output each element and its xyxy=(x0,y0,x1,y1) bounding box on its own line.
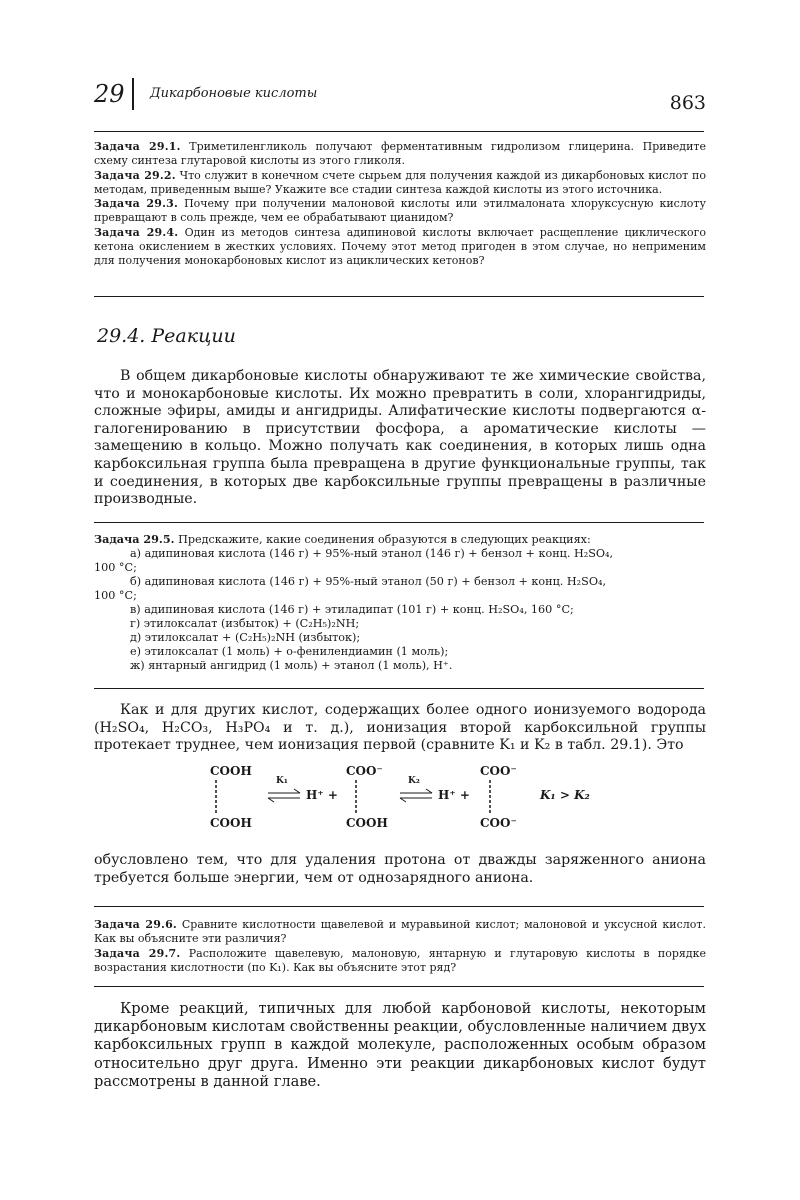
intro-paragraph: В общем дикарбоновые кислоты обнаруживают те же химические свойства, что и монокарбоновые кислоты. Их можно превратить в соли, хлорангидриды, сложные эфиры, амиды и ангидриды. Алифатические кислоты подвергаются α-галогенированию в присутствии фосфора, а ароматические кислоты — замещению в кольцо. Можно получать как соединения, в которых лишь одна карбоксильная группа была превращена в другие функциональные группы, так и соединения, в которых две карбоксильные группы превращены в различные производные. xyxy=(94,368,706,508)
rule xyxy=(94,131,704,132)
task-29-5: Задача 29.5. Предскажите, какие соединения образуются в следующих реакциях: а) адипиновая кислота (146 г) + 95%-ный этанол (146 г) + бензол + конц. H₂SO₄, 100 °С; б) адипиновая кислота (146 г) + 95%-ный этанол (50 г) + бензол + конц. H₂SO₄, 100 °С; в) адипиновая кислота (146 г) + этиладипат (101 г) + конц. H₂SO₄, 160 °С; г) этилоксалат (избыток) + (C₂H₅)₂NH; д) этилоксалат + (C₂H₅)₂NH (избыток); е) этилоксалат (1 моль) + о-фенилендиамин (1 моль); ж) янтарный ангидрид (1 моль) + этанол (1 моль), H⁺. xyxy=(94,532,614,672)
task-29-6: Задача 29.6. Сравните кислотности щавелевой и муравьиной кислот; малоновой и уксусной кислот. Как вы объясните эти различия? xyxy=(94,918,706,946)
task-29-2: Задача 29.2. Что служит в конечном счете сырьем для получения каждой из дикарбоновых кислот по методам, приведенным выше? Укажите все стадии синтеза каждой кислоты из этого источника. xyxy=(94,168,706,196)
rule xyxy=(94,906,704,907)
task-29-1: Задача 29.1. Триметиленгликоль получают ферментативным гидролизом глицерина. Приведите схему синтеза глутаровой кислоты из этого гликоля. xyxy=(94,140,707,168)
rule xyxy=(94,522,704,523)
chapter-number: 29 xyxy=(94,80,125,108)
page-number: 863 xyxy=(669,92,706,114)
page-header xyxy=(94,80,706,120)
ionization-equation: COOH COOH K₁ H⁺ + COO⁻ COOH K₂ H⁺ + COO⁻ COO⁻ K₁ > K₂ xyxy=(200,762,600,832)
task-29-4: Задача 29.4. Один из методов синтеза адипиновой кислоты включает расщепление циклического кетона окислением в жестких условиях. Почему этот метод пригоден в этом случае, но неприменим для получения монокарбоновых кислот из ациклических кетонов? xyxy=(94,225,706,268)
task-29-3: Задача 29.3. Почему при получении малоновой кислоты или этилмалоната хлоруксусную кислоту превращают в соль прежде, чем ее обрабатывают цианидом? xyxy=(94,197,706,225)
header-divider xyxy=(132,78,134,110)
rule xyxy=(94,688,704,689)
tasks-top-block xyxy=(94,140,706,269)
chapter-title: Дикарбоновые кислоты xyxy=(150,86,318,101)
section-title: 29.4. Реакции xyxy=(97,325,236,347)
rule xyxy=(94,986,704,987)
ionization-paragraph: Как и для других кислот, содержащих более одного ионизуемого водорода (H₂SO₄, H₂CO₃, H₃PO₄ и т. д.), ионизация второй карбоксильной группы протекает труднее, чем ионизация первой (сравните K₁ и K₂ в табл. 29.1). Это xyxy=(94,702,706,754)
tasks-bottom-block xyxy=(94,918,706,975)
rule xyxy=(94,296,704,297)
anion-paragraph: обусловлено тем, что для удаления протона от дважды заряженного аниона требуется больше энергии, чем от однозарядного аниона. xyxy=(94,852,706,886)
closing-paragraph: Кроме реакций, типичных для любой карбоновой кислоты, некоторым дикарбоновым кислотам свойственны реакции, обусловленные наличием двух карбоксильных групп в каждой молекуле, расположенных особым образом относительно друг друга. Именно эти реакции дикарбоновых кислот будут рассмотрены в данной главе. xyxy=(94,1000,706,1090)
task-29-7: Задача 29.7. Расположите щавелевую, малоновую, янтарную и глутаровую кислоты в порядке возрастания кислотности (по K₁). Как вы объясните этот ряд? xyxy=(94,946,706,974)
